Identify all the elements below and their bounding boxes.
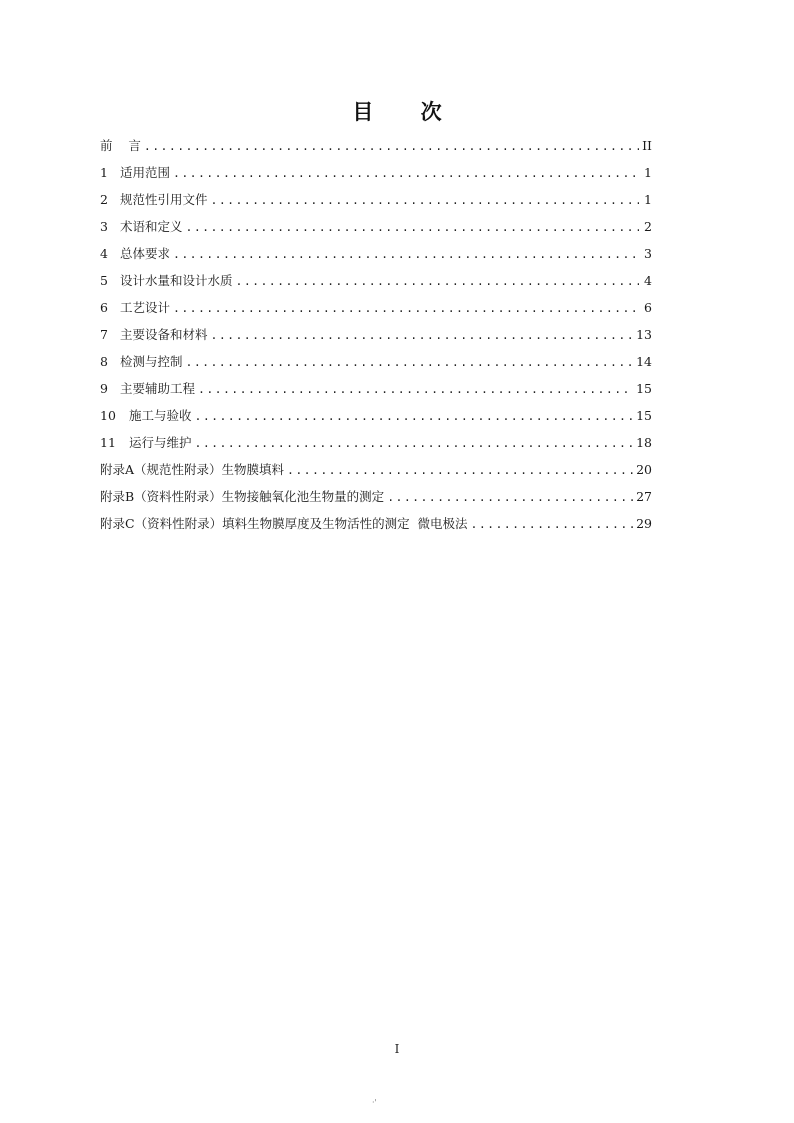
toc-entry-page: 15: [636, 381, 652, 396]
toc-entry-appendix-c[interactable]: [100, 514, 652, 541]
toc-entry-page: 13: [636, 327, 652, 342]
dot-leader: [173, 163, 639, 183]
dot-leader: [195, 433, 634, 453]
toc-entry-6[interactable]: [100, 298, 652, 325]
dot-leader: [287, 460, 633, 480]
toc-entry-page: 15: [636, 408, 652, 423]
toc-entry-label: 检测与控制: [120, 354, 183, 369]
toc-entry-10[interactable]: [100, 406, 652, 433]
toc-entry-label: 工艺设计: [120, 300, 171, 315]
toc-entry-label: 前 言: [100, 138, 141, 153]
toc-entry-label: 运行与维护: [129, 435, 192, 450]
dot-leader: [173, 298, 639, 318]
toc-entry-label: 主要设备和材料: [120, 327, 208, 342]
dot-leader: [387, 487, 633, 507]
toc-entry-page: 1: [644, 192, 652, 207]
toc-entry-number: 3: [100, 219, 108, 234]
footer-mark: ·': [372, 1098, 377, 1107]
toc-entry-number: 4: [100, 246, 108, 261]
dot-leader: [186, 352, 634, 372]
toc-entry-3[interactable]: [100, 217, 652, 244]
dot-leader: [211, 190, 639, 210]
toc-entry-page: 20: [636, 462, 652, 477]
toc-entry-number: 1: [100, 165, 108, 180]
toc-entry-7[interactable]: [100, 325, 652, 352]
toc-entry-number: 11: [100, 435, 116, 450]
toc-entry-number: 5: [100, 273, 108, 288]
toc-entry-label: 规范性引用文件: [120, 192, 208, 207]
toc-entry-page: 3: [644, 246, 652, 261]
toc-entry-label: 术语和定义: [120, 219, 183, 234]
dot-leader: [144, 136, 639, 156]
toc-entry-label: 附录B（资料性附录）生物接触氧化池生物量的测定: [100, 489, 385, 504]
toc-entry-2[interactable]: [100, 190, 652, 217]
toc-entry-page: 2: [644, 219, 652, 234]
toc-entry-appendix-a[interactable]: [100, 460, 652, 487]
toc-entry-page: II: [642, 138, 652, 153]
toc-entry-page: 6: [644, 300, 652, 315]
toc-entry-label: 主要辅助工程: [120, 381, 196, 396]
toc-title: 目 次: [352, 100, 462, 124]
toc-entry-appendix-b[interactable]: [100, 487, 652, 514]
toc-entry-9[interactable]: [100, 379, 652, 406]
toc-entry-page: 27: [636, 489, 652, 504]
toc-entry-label: 施工与验收: [129, 408, 192, 423]
toc-entry-number: 6: [100, 300, 108, 315]
toc-entry-page: 4: [644, 273, 652, 288]
dot-leader: [195, 406, 634, 426]
toc-entry-number: 9: [100, 381, 108, 396]
dot-leader: [236, 271, 639, 291]
toc-entry-label: 总体要求: [120, 246, 171, 261]
toc-entry-page: 1: [644, 165, 652, 180]
toc-entry-label: 适用范围: [120, 165, 171, 180]
toc-entry-number: 7: [100, 327, 108, 342]
toc-entry-8[interactable]: [100, 352, 652, 379]
toc-entry-number: 8: [100, 354, 108, 369]
toc-entry-label: 附录C（资料性附录）填料生物膜厚度及生物活性的测定 微电极法: [100, 516, 468, 531]
toc-entry-page: 18: [636, 435, 652, 450]
dot-leader: [173, 244, 639, 264]
toc-entry-5[interactable]: [100, 271, 652, 298]
table-of-contents: [100, 136, 652, 541]
toc-entry-page: 29: [636, 516, 652, 531]
dot-leader: [471, 514, 634, 534]
toc-entry-label: 附录A（规范性附录）生物膜填料: [100, 462, 285, 477]
page-number: I: [394, 1042, 400, 1056]
toc-entry-4[interactable]: [100, 244, 652, 271]
toc-entry-number: 10: [100, 408, 116, 423]
toc-entry-label: 设计水量和设计水质: [120, 273, 233, 288]
toc-entry-11[interactable]: [100, 433, 652, 460]
toc-entry-page: 14: [636, 354, 652, 369]
dot-leader: [211, 325, 634, 345]
dot-leader: [186, 217, 639, 237]
toc-entry-number: 2: [100, 192, 108, 207]
toc-entry-1[interactable]: [100, 163, 652, 190]
dot-leader: [198, 379, 633, 399]
toc-entry-foreword[interactable]: [100, 136, 652, 163]
